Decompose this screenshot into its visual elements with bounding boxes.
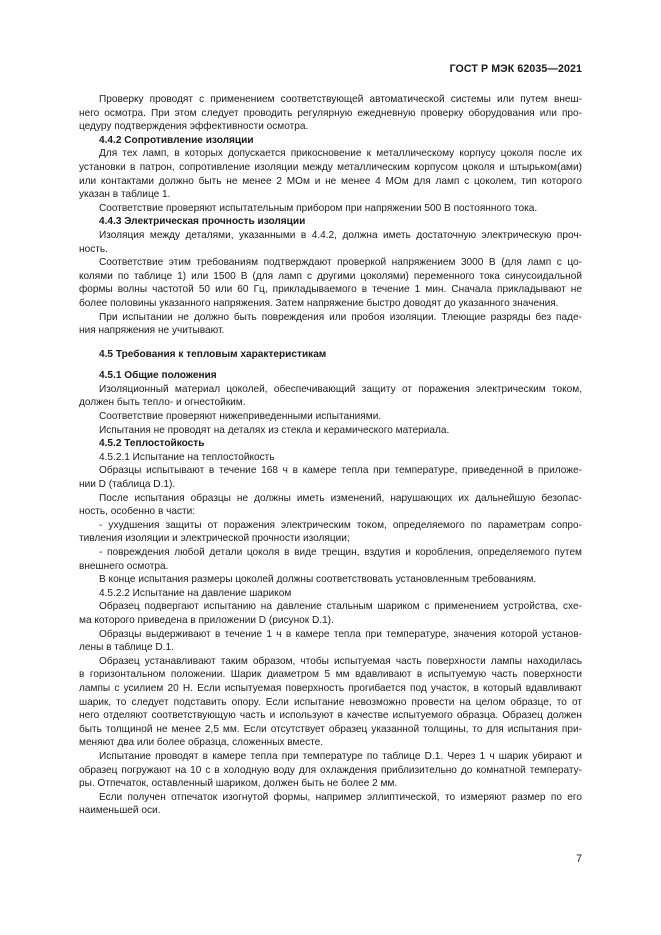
text-line: установки в патрон, сопротивление изоляции между металлическим корпусом цоколя и штырьком(ами) xyxy=(79,161,582,173)
text-line: образец погружают на 10 с в холодную воду для охлаждения приблизительно до комнатной температу- xyxy=(79,764,582,776)
paragraph xyxy=(79,383,582,410)
text-line: ры. Отпечаток, оставленный шариком, должен быть не более 2 мм. xyxy=(79,778,398,790)
text-line: ность. xyxy=(79,243,108,255)
text-line: формы волны частотой 50 или 60 Гц, прикладываемого в течение 1 мин. Сначала прикладывают не xyxy=(79,284,582,296)
text-line: 4.4.2 Сопротивление изоляции xyxy=(99,134,254,146)
text-line: лены в таблице D.1. xyxy=(79,642,174,654)
text-line: В конце испытания размеры цоколей должны соответствовать установленным требованиям. xyxy=(99,574,537,586)
paragraph xyxy=(79,655,582,750)
section-gap xyxy=(79,338,582,348)
document-code-header: ГОСТ Р МЭК 62035—2021 xyxy=(449,63,582,75)
text-line: должен быть тепло- и огнестойким. xyxy=(79,397,246,409)
text-line: Соответствие проверяют испытательным прибором при напряжении 500 В постоянного тока. xyxy=(99,202,538,214)
text-line: Образец устанавливают таким образом, чтобы испытуемая часть поверхности лампы находилась xyxy=(99,655,582,667)
paragraph xyxy=(79,628,582,655)
text-line: быть толщиной не менее 2,5 мм. Если отсутствует образец указанной толщины, то для испытания при- xyxy=(79,723,582,735)
text-line: При испытании не должно быть повреждения или пробоя изоляции. Тлеющие разряды без паде- xyxy=(99,311,582,323)
text-line: Изоляция между деталями, указанными в 4.4.2, должна иметь достаточную электрическую проч- xyxy=(99,229,582,241)
paragraph xyxy=(79,464,582,491)
paragraph xyxy=(79,147,582,201)
text-line: После испытания образцы не должны иметь изменений, нарушающих их дальнейшую безопас- xyxy=(99,492,582,504)
section-heading xyxy=(79,348,582,362)
text-line: тивления изоляции и электрической прочности изоляции; xyxy=(79,533,350,545)
section-heading xyxy=(79,437,582,451)
paragraph xyxy=(79,600,582,627)
text-line: Испытания не проводят на деталях из стекла и керамического материала. xyxy=(99,424,450,436)
paragraph xyxy=(79,311,582,338)
section-gap xyxy=(79,361,582,369)
text-line: ность, особенно в части: xyxy=(79,506,196,518)
text-line: наименьшей оси. xyxy=(79,805,161,817)
text-line: Изоляционный материал цоколей, обеспечивающий защиту от поражения электрическим током, xyxy=(99,383,582,395)
text-line: 4.5 Требования к тепловым характеристикам xyxy=(99,348,327,360)
text-line: указан в таблице 1. xyxy=(79,189,171,201)
text-line: 4.5.2.2 Испытание на давление шариком xyxy=(99,587,292,599)
paragraph xyxy=(79,492,582,519)
text-line: более половины указанного напряжения. Затем напряжение быстро доводят до указанного значения. xyxy=(79,297,559,309)
text-line: ма которого приведена в приложении D (рисунок D.1). xyxy=(79,614,334,626)
text-line: внешнего осмотра. xyxy=(79,560,169,572)
paragraph xyxy=(79,202,582,216)
page-number: 7 xyxy=(576,853,582,865)
paragraph xyxy=(79,93,582,134)
paragraph xyxy=(79,791,582,818)
text-line: Соответствие проверяют нижеприведенными испытаниями. xyxy=(99,411,382,423)
paragraph xyxy=(79,229,582,256)
text-line: Для тех ламп, в которых допускается прикосновение к металлическому корпусу цоколя после их xyxy=(99,148,582,160)
text-line: 4.5.2.1 Испытание на теплостойкость xyxy=(99,451,275,463)
text-line: Образцы испытывают в течение 168 ч в камере тепла при температуре, приведенной в приложе- xyxy=(99,465,582,477)
text-line: ния напряжения не учитывают. xyxy=(79,325,225,337)
text-line: Образец подвергают испытанию на давление стальным шариком с применением устройства, схе- xyxy=(99,601,582,613)
text-line: 4.4.3 Электрическая прочность изоляции xyxy=(99,216,306,228)
section-heading xyxy=(79,134,582,148)
text-line: меняют два или более образца, сложенных вместе. xyxy=(79,737,324,749)
text-line: лампы с усилием 20 Н. Если испытуемая поверхность прогибается под участок, в который вдавливают xyxy=(79,682,582,694)
text-line: колями по таблице 1) или 1500 В (для ламп с другими цоколями) переменного тока синусоидальной xyxy=(79,270,582,282)
paragraph xyxy=(79,519,582,546)
text-line: - ухудшения защиты от поражения электрическим током, определяемого по параметрам сопро- xyxy=(99,519,582,531)
section-heading xyxy=(79,369,582,383)
text-line: 4.5.2 Теплостойкость xyxy=(99,438,205,450)
text-line: - повреждения любой детали цоколя в виде трещин, вздутия и коробления, определяемого путем xyxy=(99,547,582,558)
paragraph xyxy=(79,424,582,438)
text-line: Если получен отпечаток изогнутой формы, например эллиптической, то измеряют размер по его xyxy=(99,791,582,803)
text-line: в горизонтальном положении. Шарик диаметром 5 мм вдавливают в испытуемую часть поверхности xyxy=(79,669,582,681)
text-line: Образцы выдерживают в течение 1 ч в камере тепла при температуре, значения которой установ- xyxy=(99,628,582,640)
paragraph xyxy=(79,587,582,601)
paragraph xyxy=(79,256,582,310)
text-line: Проверку проводят с применением соответствующей автоматической системы или путем внеш- xyxy=(99,94,582,105)
paragraph xyxy=(79,451,582,465)
section-heading xyxy=(79,215,582,229)
paragraph xyxy=(79,410,582,424)
text-line: Испытание проводят в камере тепла при температуре по таблице D.1. Через 1 ч шарик убирают и xyxy=(99,750,582,762)
text-line: него осмотра. При этом следует проводить регулярную ежедневную проверку оборудования или про- xyxy=(79,107,582,119)
text-line: Соответствие этим требованиям подтверждают проверкой напряжением 3000 В (для ламп с цо- xyxy=(99,257,582,269)
text-line: нии D (таблица D.1). xyxy=(79,479,176,491)
text-line: шарик, то следует подставить опору. Если испытание невозможно провести на целом образце, то от xyxy=(79,696,582,708)
text-line: цедуру подтверждения эффективности осмотра. xyxy=(79,121,309,133)
paragraph xyxy=(79,573,582,587)
paragraph xyxy=(79,750,582,791)
text-line: 4.5.1 Общие положения xyxy=(99,370,217,382)
document-body xyxy=(79,93,582,818)
paragraph xyxy=(79,546,582,573)
text-line: или контактами должно быть не менее 2 МОм и не менее 4 МОм для ламп с цоколем, тип которого xyxy=(79,175,582,187)
text-line: него отделяют соответствующую часть и используют в качестве испытуемого образца. Образец должен xyxy=(79,710,582,722)
